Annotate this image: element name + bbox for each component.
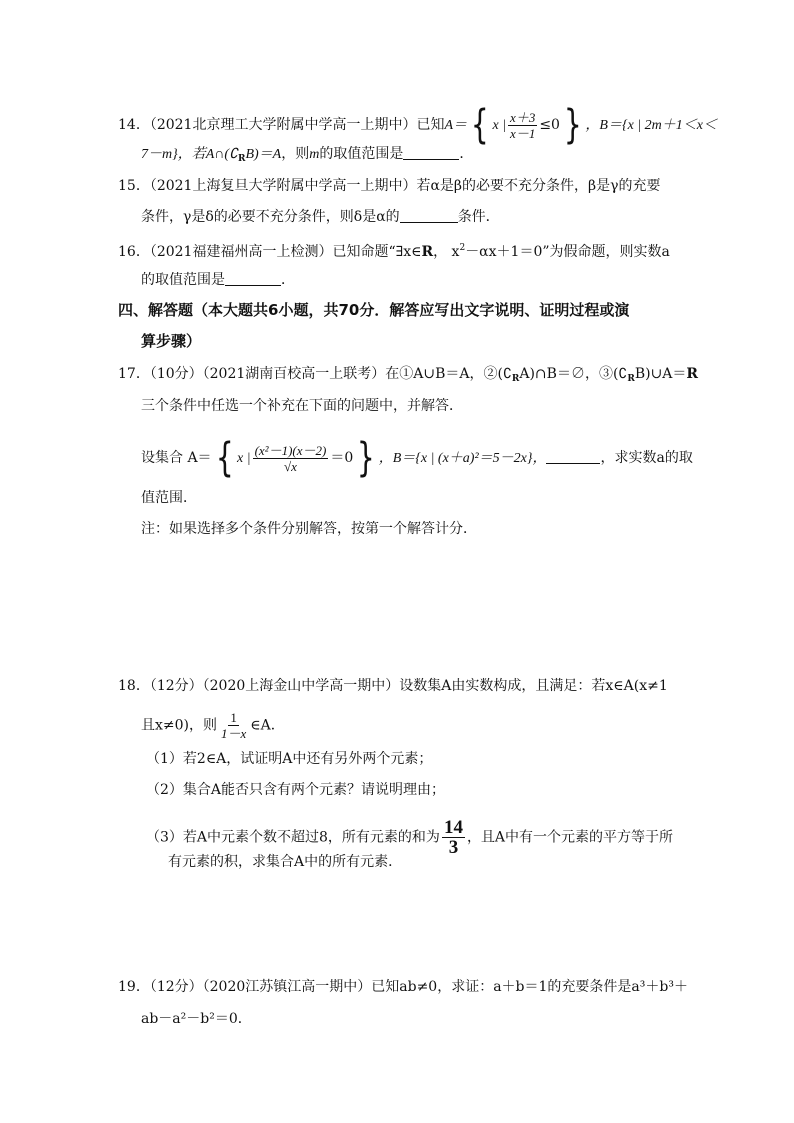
q15-line2-b: 条件． (457, 209, 500, 225)
q17-set-prefix: 设集合 A＝ (141, 450, 212, 466)
q18-frac-num: 1 (230, 710, 237, 725)
q14-set-var: x | (492, 118, 507, 133)
q14-ineq: ≤0 (539, 117, 560, 133)
q17-frac-num: (x²－1)(x－2) (254, 442, 327, 458)
section-heading: 四、解答题（本大题共6小题，共70分．解答应写出文字说明、证明过程或演 (118, 301, 630, 319)
left-brace-icon: { (215, 435, 234, 481)
q18-part3-cont: 有元素的积，求集合A中的所有元素． (168, 854, 403, 870)
q14-line2-c: 的取值范围是 (319, 146, 404, 162)
q18-line2-a: 且x≠0)，则 (141, 717, 217, 734)
q17-after: ，求实数a的取 (600, 450, 693, 466)
q16-line1-b: ， x (433, 244, 460, 260)
q14-text: 已知 (416, 117, 445, 133)
q14-cond-sub: R (237, 154, 246, 164)
q14-line2-a: 7－m}，若 (141, 147, 206, 162)
q15-line2 (141, 207, 500, 227)
q16-line2-a: 的取值范围是 (141, 272, 225, 288)
q17-sub-1: R (511, 374, 520, 384)
q15-line1: 15．（2021上海复旦大学附属中学高一上期中）若α是β的必要不充分条件，β是γ的充要 (118, 178, 661, 194)
q14-end: ． (459, 146, 474, 162)
q17-line4: 值范围． (141, 490, 197, 506)
answer-blank (546, 449, 600, 464)
answer-blank (400, 208, 458, 223)
q14-m: m (309, 147, 320, 162)
q14-set-b: ，B＝{x | 2m＋1＜x＜ (585, 118, 717, 133)
q14-fraction (508, 110, 537, 141)
q14-line2 (141, 144, 473, 169)
q17-frac-den: √x (284, 458, 297, 474)
q17-eq0: ＝0 (330, 450, 354, 466)
q19-line1: 19．（12分）（2020江苏镇江高一期中）已知ab≠0，求证：a＋b＝1的充要条件是a³＋b³＋ (118, 979, 688, 995)
q14-number: 14． (118, 117, 150, 133)
q17-line1 (118, 364, 698, 389)
right-brace-icon: } (357, 435, 375, 481)
q18-part2: （2）集合A能否只含有两个元素？请说明理由； (146, 782, 446, 798)
q14-frac-num: x＋3 (510, 109, 536, 125)
answer-blank (403, 145, 459, 160)
q18-p3-num: 14 (443, 817, 463, 838)
q16-end: ． (281, 272, 295, 288)
q17-line1-b: A)∩B＝∅，③(∁ (519, 366, 628, 382)
q17-reals: R (686, 366, 699, 382)
answer-blank (225, 271, 281, 286)
q17-sub-2: R (627, 374, 635, 384)
q17-line2: 三个条件中任选一个补充在下面的问题中，并解答． (141, 398, 463, 414)
q18-part1: （1）若2∈A，试证明A中还有另外两个元素； (146, 751, 433, 767)
q14-cond: A∩(∁ (205, 147, 238, 162)
right-brace-icon: } (563, 102, 582, 148)
q18-line2 (141, 710, 285, 741)
q14-set-a-label: A＝ (444, 118, 468, 133)
q18-p3-fraction (442, 818, 465, 857)
q16-line1-c: －αx＋1＝0”为假命题，则实数a (465, 244, 670, 260)
q16-line1 (118, 238, 670, 262)
q19-line2: ab－a²－b²＝0． (141, 1011, 252, 1027)
q14-line2-b: ，则 (281, 146, 310, 162)
q17-fraction (253, 443, 329, 474)
q17-set-var: x | (237, 451, 251, 466)
q18-p3-b: ，且A中有一个元素的平方等于所 (466, 829, 674, 846)
q17-note: 注：如果选择多个条件分别解答，按第一个解答计分． (141, 521, 477, 537)
q16-reals: R (421, 244, 434, 260)
q18-frac-den: 1－x (221, 726, 247, 741)
q14-cond-rest: B)＝A (245, 147, 282, 162)
q16-line1-a: 16．（2021福建福州高一上检测）已知命题“∃x∈ (118, 244, 422, 260)
q18-fraction (219, 710, 248, 741)
left-brace-icon: { (470, 102, 489, 148)
q18-line1: 18．（12分）（2020上海金山中学高一期中）设数集A由实数构成，且满足：若x∈A(x≠1 (118, 678, 668, 694)
q18-p3-den: 3 (448, 837, 459, 858)
q17-line3 (141, 435, 693, 481)
q14-source: （2021北京理工大学附属中学高一上期中） (149, 117, 417, 133)
q17-line1-a: 17．（10分）（2021湖南百校高一上联考）在①A∪B＝A，②(∁ (118, 366, 512, 382)
q18-p3-a: （3）若A中元素个数不超过8，所有元素的和为 (146, 829, 440, 846)
q16-sq: 2 (459, 243, 466, 253)
q14-frac-den: x－1 (510, 125, 536, 141)
q14-line1 (118, 102, 717, 148)
q15-line2-a: 条件，γ是δ的必要不充分条件，则δ是α的 (141, 209, 400, 225)
section-heading-cont: 算步骤） (141, 332, 202, 350)
q16-line2 (141, 270, 295, 290)
q18-line2-b: ∈A． (250, 717, 285, 734)
q17-line1-c: B)∪A＝ (634, 366, 687, 382)
q17-set-b: ，B＝{x | (x＋a)²＝5－2x}， (378, 451, 547, 466)
